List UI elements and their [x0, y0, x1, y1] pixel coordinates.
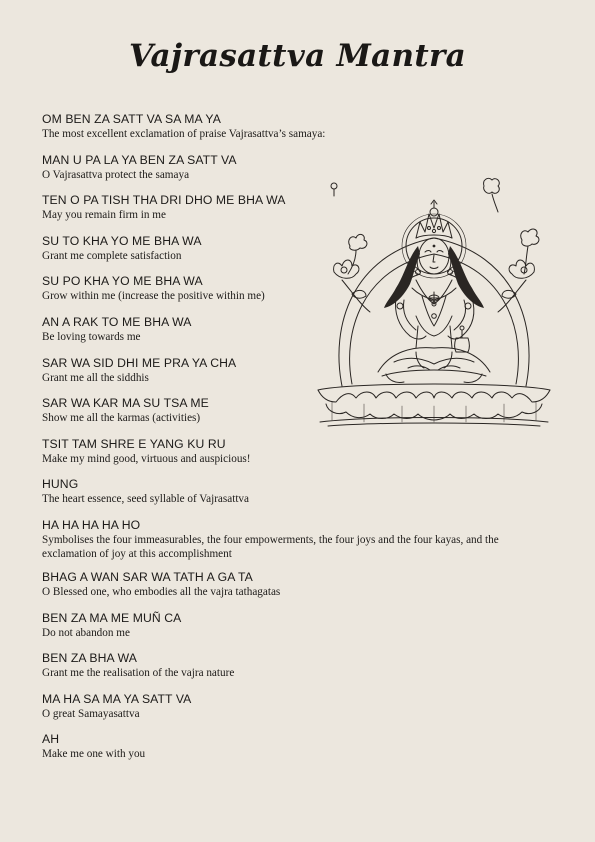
mantra-line: SAR WA SID DHI ME PRA YA CHA	[42, 355, 237, 370]
translation-line: O Blessed one, who embodies all the vajra tathagatas	[42, 585, 281, 598]
mantra-line: SU PO KHA YO ME BHA WA	[42, 274, 203, 289]
mantra-line: BEN ZA MA ME MUÑ CA	[42, 610, 182, 625]
translation-line: The heart essence, seed syllable of Vajrasattva	[42, 493, 249, 506]
crossed-legs	[378, 348, 490, 383]
translation-line: Symbolises the four immeasurables, the four empowerments, the four joys and the four kayas, and the exclamation of joy at this accomplishment	[42, 533, 499, 560]
translation-line: Grant me complete satisfaction	[42, 249, 182, 262]
translation-line: Be loving towards me	[42, 330, 141, 343]
face	[416, 238, 453, 275]
verse-10	[42, 477, 542, 518]
translation-line: Make me one with you	[42, 748, 146, 761]
vajrasattva-deity-illustration	[312, 176, 556, 444]
mantra-line: OM BEN ZA SATT VA SA MA YA	[42, 112, 221, 126]
translation-line: May you remain firm in me	[42, 209, 166, 222]
translation-line: Show me all the karmas (activities)	[42, 412, 201, 425]
translation-line: Grant me all the siddhis	[42, 371, 149, 384]
verse-14	[42, 651, 542, 692]
verse-12	[42, 570, 542, 611]
mantra-line: HA HA HA HA HO	[42, 517, 141, 532]
ornament-top-icon	[484, 178, 500, 212]
mantra-line: BEN ZA BHA WA	[42, 651, 137, 666]
mantra-line: SAR WA KAR MA SU TSA ME	[42, 396, 209, 411]
mantra-line: AH	[42, 732, 60, 747]
vajra-icon	[429, 292, 439, 304]
verse-15	[42, 692, 542, 733]
translation-line: Do not abandon me	[42, 626, 130, 639]
translation-line: O Vajrasattva protect the samaya	[42, 168, 190, 181]
lotus-seat	[318, 384, 550, 426]
mantra-line: AN A RAK TO ME BHA WA	[42, 314, 192, 329]
mantra-line: BHAG A WAN SAR WA TATH A GA TA	[42, 569, 253, 584]
translation-line: Grant me the realisation of the vajra nature	[42, 667, 235, 680]
mantra-line: HUNG	[42, 477, 79, 492]
translation-line: The most excellent exclamation of praise Vajrasattva’s samaya:	[42, 128, 326, 140]
mantra-line: TEN O PA TISH THA DRI DHO ME BHA WA	[42, 193, 286, 208]
verse-1	[42, 112, 542, 153]
translation-line: Grow within me (increase the positive within me)	[42, 290, 265, 303]
verse-13	[42, 611, 542, 652]
flower-right-icon	[498, 229, 539, 312]
translation-line: Make my mind good, virtuous and auspicious!	[42, 452, 251, 465]
verse-16	[42, 732, 542, 773]
mantra-line: MAN U PA LA YA BEN ZA SATT VA	[42, 152, 237, 167]
mantra-line: TSIT TAM SHRE E YANG KU RU	[42, 436, 226, 451]
mantra-line: MA HA SA MA YA SATT VA	[42, 691, 192, 706]
mantra-line: SU TO KHA YO ME BHA WA	[42, 233, 202, 248]
translation-line: O great Samayasattva	[42, 707, 140, 720]
page-title: Vajrasattva Mantra	[128, 38, 467, 74]
verse-11	[42, 518, 542, 570]
crown	[416, 200, 452, 238]
